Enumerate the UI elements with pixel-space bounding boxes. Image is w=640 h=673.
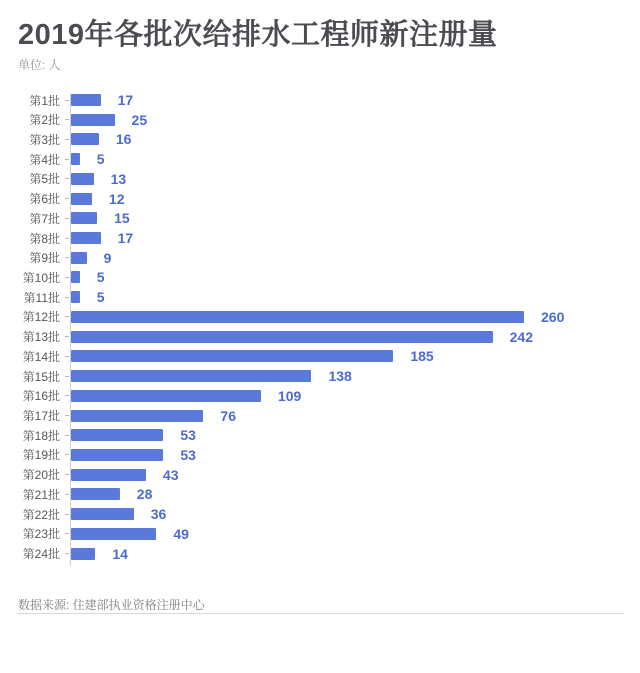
category-label: 第2批 <box>29 113 60 128</box>
axis-tick <box>65 533 69 534</box>
axis-tick <box>65 336 69 337</box>
bar-row <box>0 228 640 248</box>
bar <box>71 370 311 382</box>
bar-row <box>0 169 640 189</box>
bar <box>71 133 99 145</box>
bar <box>71 311 524 323</box>
axis-tick <box>65 277 69 278</box>
value-label: 260 <box>541 308 565 325</box>
category-label: 第4批 <box>29 152 60 167</box>
bar-row <box>0 524 640 544</box>
footer-divider <box>18 613 624 614</box>
category-label: 第7批 <box>29 211 60 226</box>
value-label: 16 <box>115 131 132 148</box>
axis-tick <box>65 514 69 515</box>
axis-tick <box>65 316 69 317</box>
value-label: 53 <box>180 446 196 463</box>
value-label: 185 <box>410 348 434 365</box>
category-label: 第14批 <box>22 349 60 364</box>
category-label: 第1批 <box>29 93 60 108</box>
category-label: 第17批 <box>22 409 60 424</box>
category-label: 第10批 <box>22 270 60 285</box>
value-label: 43 <box>162 466 179 483</box>
bar-row <box>0 465 640 485</box>
value-label: 25 <box>131 111 148 128</box>
bar <box>71 331 493 343</box>
value-label: 17 <box>117 92 134 108</box>
axis-tick <box>65 454 69 455</box>
bar <box>71 390 261 402</box>
bar-row <box>0 267 640 287</box>
axis-tick <box>65 376 69 377</box>
page-title: 2019年各批次给排水工程师新注册量 <box>18 19 498 51</box>
bar <box>71 193 92 205</box>
axis-tick <box>65 100 69 101</box>
bar-row <box>0 504 640 524</box>
bar-row <box>0 366 640 386</box>
bar-row <box>0 90 640 110</box>
bar <box>71 410 203 422</box>
axis-tick <box>65 435 69 436</box>
value-label: 9 <box>103 249 112 266</box>
bar <box>71 94 101 106</box>
category-label: 第24批 <box>22 547 60 562</box>
value-label: 17 <box>117 230 134 247</box>
axis-tick <box>65 139 69 140</box>
bar-row <box>0 287 640 307</box>
bar <box>71 291 80 303</box>
category-label: 第5批 <box>29 172 60 187</box>
category-label: 第13批 <box>22 330 60 345</box>
value-label: 109 <box>277 387 302 404</box>
axis-tick <box>65 494 69 495</box>
bar <box>71 252 87 264</box>
bar-row <box>0 149 640 169</box>
axis-tick <box>65 415 69 416</box>
unit-label: 单位: 人 <box>18 58 61 72</box>
axis-tick <box>65 198 69 199</box>
bar <box>71 153 80 165</box>
value-label: 76 <box>220 407 236 424</box>
bar-row <box>0 110 640 130</box>
bar-row <box>0 346 640 366</box>
axis-tick <box>65 119 69 120</box>
category-label: 第11批 <box>23 290 60 305</box>
axis-tick <box>65 159 69 160</box>
category-label: 第15批 <box>22 369 60 384</box>
value-label: 53 <box>180 427 196 444</box>
bar-row <box>0 484 640 504</box>
value-label: 49 <box>173 525 189 542</box>
bar-row <box>0 208 640 228</box>
axis-tick <box>65 395 69 396</box>
bar <box>71 528 156 540</box>
bar <box>71 350 393 362</box>
value-label: 28 <box>136 486 153 503</box>
value-label: 138 <box>328 368 352 385</box>
bar-row <box>0 445 640 465</box>
bar-row <box>0 307 640 327</box>
bar-chart <box>0 90 640 568</box>
bar-row <box>0 248 640 268</box>
category-label: 第3批 <box>29 132 60 147</box>
bar <box>71 429 163 441</box>
axis-tick <box>65 178 69 179</box>
bar-row <box>0 386 640 406</box>
axis-tick <box>65 218 69 219</box>
category-label: 第19批 <box>22 448 60 463</box>
bar-row <box>0 544 640 564</box>
value-label: 36 <box>150 506 167 523</box>
axis-tick <box>65 553 69 554</box>
bar-row <box>0 425 640 445</box>
value-label: 5 <box>96 289 105 306</box>
category-label: 第12批 <box>22 310 60 325</box>
bar <box>71 469 146 481</box>
category-label: 第8批 <box>29 231 60 246</box>
axis-tick <box>65 297 69 298</box>
value-label: 5 <box>96 269 105 286</box>
axis-tick <box>65 474 69 475</box>
bar <box>71 114 115 126</box>
axis-tick <box>65 356 69 357</box>
bar-row <box>0 129 640 149</box>
bar-row <box>0 189 640 209</box>
bar <box>71 449 163 461</box>
category-label: 第9批 <box>29 251 60 266</box>
value-label: 242 <box>509 328 533 345</box>
category-label: 第22批 <box>22 507 60 522</box>
value-label: 5 <box>96 151 105 168</box>
value-label: 14 <box>112 545 128 562</box>
bar-row <box>0 406 640 426</box>
bar <box>71 173 94 185</box>
bar <box>71 212 97 224</box>
category-label: 第16批 <box>22 389 60 404</box>
bar <box>71 271 80 283</box>
bar <box>71 548 95 560</box>
bar <box>71 232 101 244</box>
axis-tick <box>65 257 69 258</box>
bar <box>71 488 120 500</box>
value-label: 12 <box>108 190 125 207</box>
data-source-note: 数据来源: 住建部执业资格注册中心 <box>18 598 205 612</box>
bar-row <box>0 327 640 347</box>
axis-tick <box>65 238 69 239</box>
category-label: 第18批 <box>22 428 60 443</box>
bar <box>71 508 134 520</box>
category-label: 第6批 <box>29 192 60 207</box>
category-label: 第20批 <box>22 468 60 483</box>
value-label: 15 <box>114 210 130 227</box>
category-label: 第23批 <box>22 527 60 542</box>
value-label: 13 <box>110 170 127 187</box>
category-label: 第21批 <box>22 487 60 502</box>
